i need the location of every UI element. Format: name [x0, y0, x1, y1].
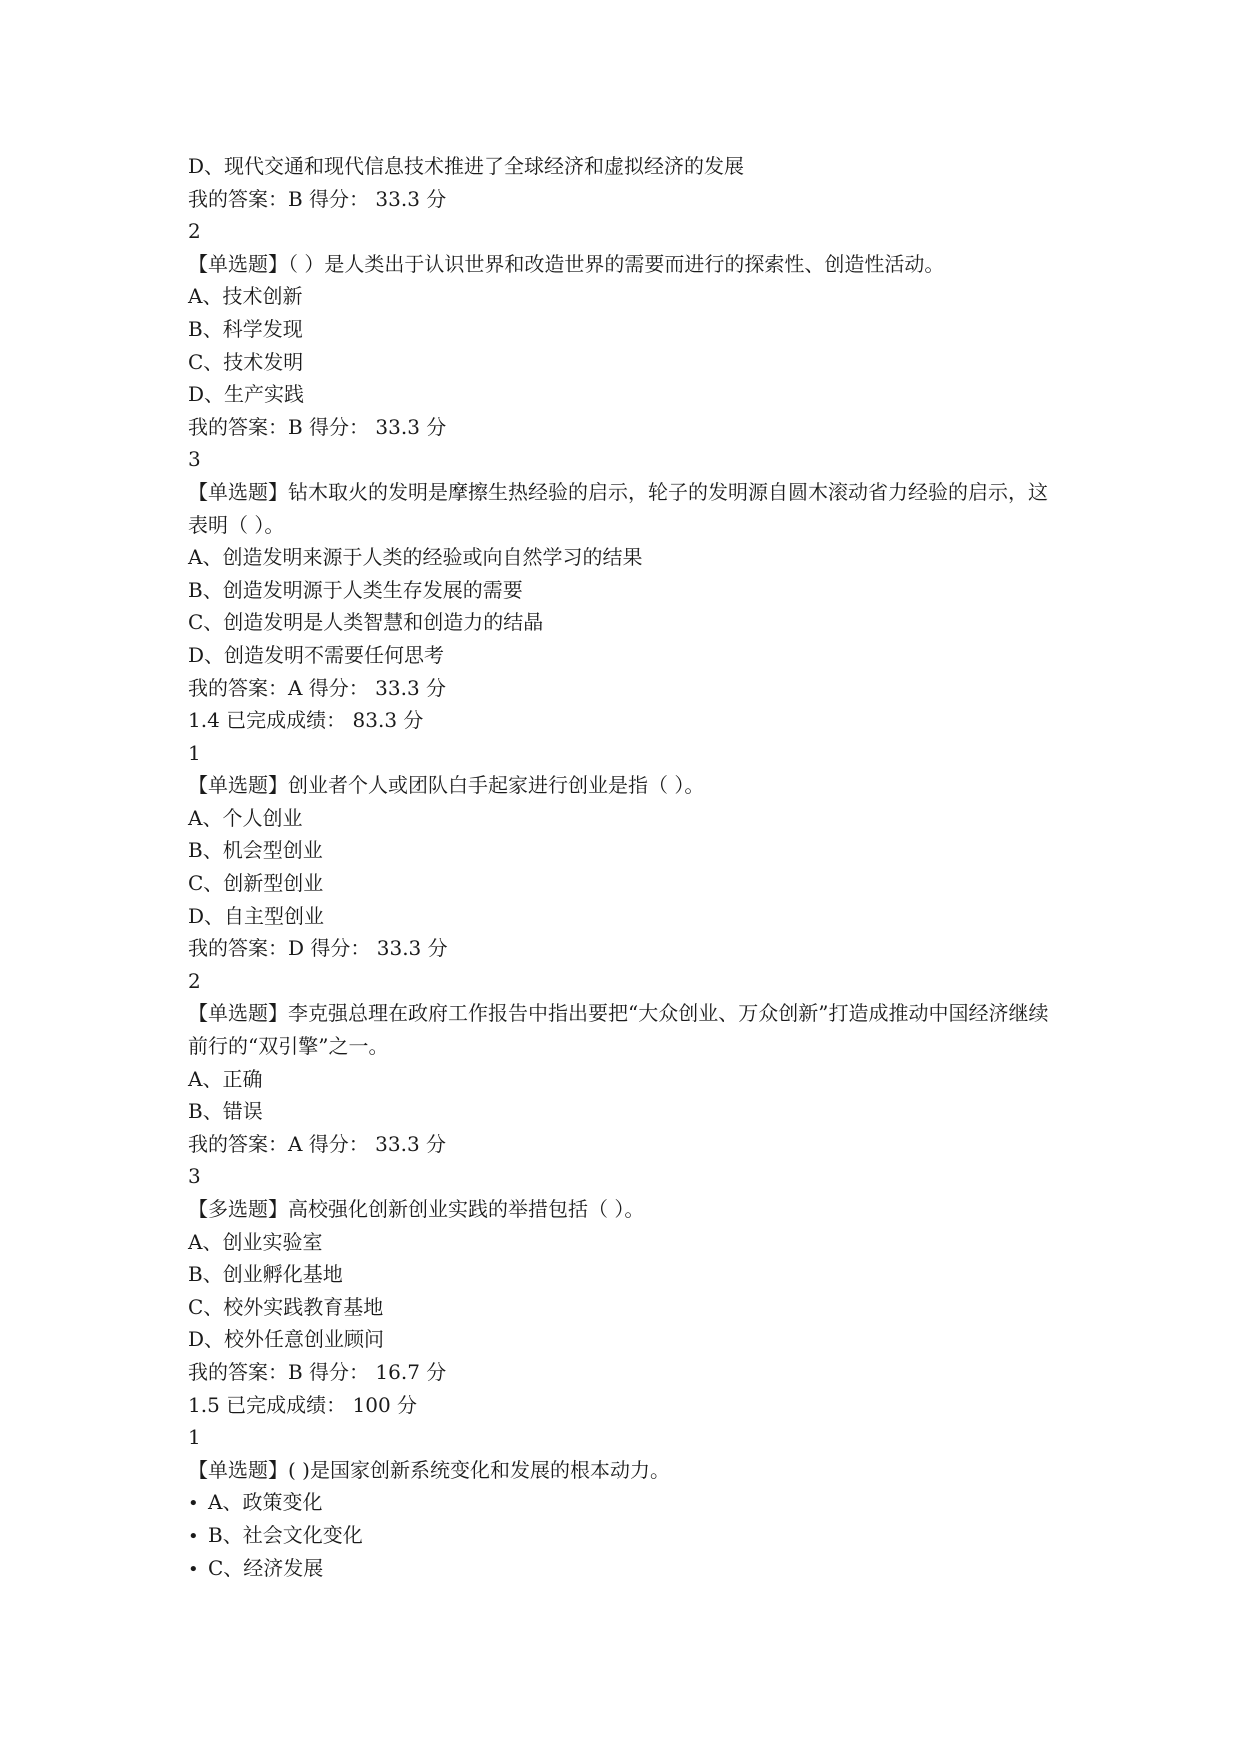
bullet-option-text: B、社会文化变化 [208, 1522, 363, 1547]
option-text: B、机会型创业 [188, 838, 323, 863]
bullet-option [188, 1519, 1068, 1552]
option-text: B、错误 [188, 1099, 263, 1124]
question-text: 【单选题】创业者个人或团队白手起家进行创业是指（ ）。 [188, 773, 705, 798]
option-text: A、创业实验室 [188, 1229, 323, 1254]
option-text: C、技术发明 [188, 349, 304, 374]
answer-score: 我的答案：A 得分： 33.3 分 [188, 1131, 447, 1156]
bullet-icon: • [188, 1525, 199, 1547]
answer-score: 我的答案：D 得分： 33.3 分 [188, 936, 448, 961]
option-text: D、校外任意创业顾问 [188, 1327, 385, 1352]
question-number: 3 [188, 1164, 201, 1189]
document-page [188, 150, 1068, 1584]
bullet-option [188, 1486, 1068, 1519]
option-text: B、科学发现 [188, 316, 303, 341]
option-text: D、生产实践 [188, 382, 305, 407]
option-text: D、现代交通和现代信息技术推进了全球经济和虚拟经济的发展 [188, 154, 745, 178]
question-number: 2 [188, 968, 201, 993]
option-text: C、校外实践教育基地 [188, 1294, 384, 1319]
option-text: A、创造发明来源于人类的经验或向自然学习的结果 [188, 545, 643, 570]
option-text: A、技术创新 [188, 284, 303, 309]
answer-score: 我的答案：B 得分： 33.3 分 [188, 414, 447, 439]
option-text: A、正确 [188, 1066, 263, 1091]
question-number: 3 [188, 447, 201, 472]
option-text: C、创新型创业 [188, 871, 324, 896]
bullet-icon: • [188, 1558, 199, 1580]
section-score: 1.4 已完成成绩： 83.3 分 [188, 708, 424, 733]
bullet-option-text: C、经济发展 [208, 1555, 324, 1580]
answer-score: 我的答案：A 得分： 33.3 分 [188, 675, 447, 700]
option-text: B、创业孵化基地 [188, 1262, 343, 1287]
question-number: 1 [188, 1425, 201, 1450]
bullet-option-text: A、政策变化 [208, 1490, 323, 1515]
option-text: C、创造发明是人类智慧和创造力的结晶 [188, 610, 544, 635]
bullet-icon: • [188, 1493, 199, 1515]
question-text: 【单选题】钻木取火的发明是摩擦生热经验的启示，轮子的发明源自圆木滚动省力经验的启示，这表明（ ）。 [188, 479, 1048, 537]
question-number: 2 [188, 219, 201, 244]
section-score: 1.5 已完成成绩： 100 分 [188, 1392, 418, 1417]
option-text: A、个人创业 [188, 805, 303, 830]
option-text: D、自主型创业 [188, 903, 325, 928]
option-text: B、创造发明源于人类生存发展的需要 [188, 577, 523, 602]
question-text: 【单选题】李克强总理在政府工作报告中指出要把“大众创业、万众创新”打造成推动中国经济继续前行的“双引擎”之一。 [188, 1001, 1049, 1059]
question-number: 1 [188, 740, 201, 765]
bullet-option [188, 1552, 1068, 1585]
question-text: 【多选题】高校强化创新创业实践的举措包括（ ）。 [188, 1197, 645, 1221]
answer-score: 我的答案：B 得分： 16.7 分 [188, 1359, 447, 1384]
question-text: 【单选题】（ ）是人类出于认识世界和改造世界的需要而进行的探索性、创造性活动。 [188, 251, 945, 276]
question-text: 【单选题】( )是国家创新系统变化和发展的根本动力。 [188, 1457, 670, 1482]
answer-score: 我的答案：B 得分： 33.3 分 [188, 186, 447, 211]
option-text: D、创造发明不需要任何思考 [188, 642, 445, 667]
